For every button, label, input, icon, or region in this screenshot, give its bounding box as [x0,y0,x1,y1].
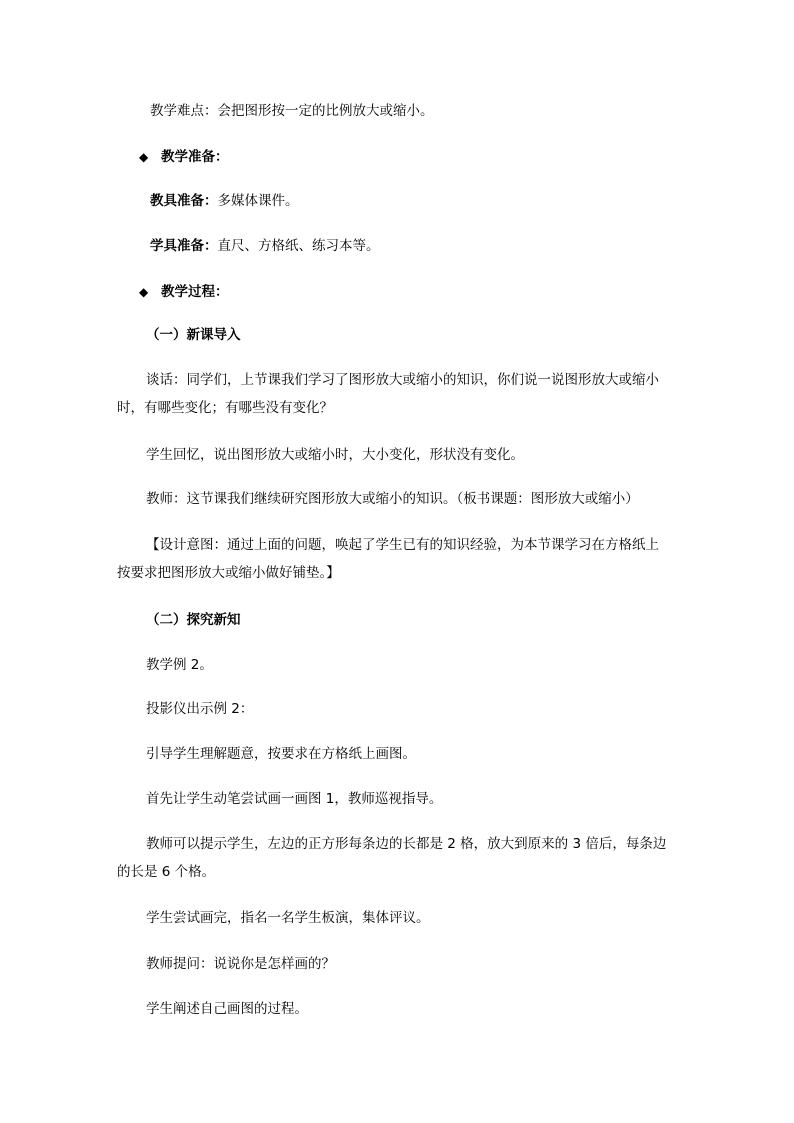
student-tools-label: 学具准备： [150,238,218,254]
dialog-line-1: 谈话：同学们，上节课我们学习了图形放大或缩小的知识，你们说一说图形放大或缩小 [146,372,659,388]
first-try-line: 首先让学生动笔尝试画一画图 1，教师巡视指导。 [146,791,443,807]
hint-line-2: 的长是 6 个格。 [117,864,216,880]
student-tools-text: 直尺、方格纸、练习本等。 [217,238,380,254]
process-heading-text: 教学过程： [161,284,229,300]
design-line-1: 【设计意图：通过上面的问题，唤起了学生已有的知识经验，为本节课学习在方格纸上 [146,537,659,553]
teacher-ask-line: 教师提问：说说你是怎样画的？ [146,956,335,972]
section2-title: （二）探究新知 [146,612,241,628]
design-line-2: 按要求把图形放大或缩小做好铺垫。】 [117,565,340,581]
diamond-bullet-icon: ◆ [139,150,149,164]
example-2: 教学例 2。 [146,657,213,673]
student-tools-line [150,237,380,255]
difficulty-label: 教学难点： [150,103,218,119]
teacher-tools-label: 教具准备： [150,193,218,209]
process-heading [139,283,229,301]
teacher-tools-line [150,192,299,210]
students-explain-line: 学生阐述自己画图的过程。 [146,1001,308,1017]
guide-line: 引导学生理解题意，按要求在方格纸上画图。 [146,746,416,762]
dialog-line-2: 时，有哪些变化；有哪些没有变化？ [117,400,333,416]
students-draw-line: 学生尝试画完，指名一名学生板演，集体评议。 [146,910,430,926]
hint-line-1: 教师可以提示学生，左边的正方形每条边的长都是 2 格，放大到原来的 3 倍后，每条边 [146,836,667,852]
difficulty-line [150,102,434,120]
prep-heading [139,148,229,166]
difficulty-text: 会把图形按一定的比例放大或缩小。 [217,103,434,119]
teacher-intro: 教师：这节课我们继续研究图形放大或缩小的知识。（板书课题：图形放大或缩小） [146,491,639,507]
prep-heading-text: 教学准备： [161,149,229,165]
projector-line: 投影仪出示例 2： [146,701,254,717]
teacher-tools-text: 多媒体课件。 [217,193,299,209]
diamond-bullet-icon: ◆ [139,285,149,299]
section1-title: （一）新课导入 [146,327,241,343]
student-recall: 学生回忆，说出图形放大或缩小时，大小变化，形状没有变化。 [146,447,524,463]
